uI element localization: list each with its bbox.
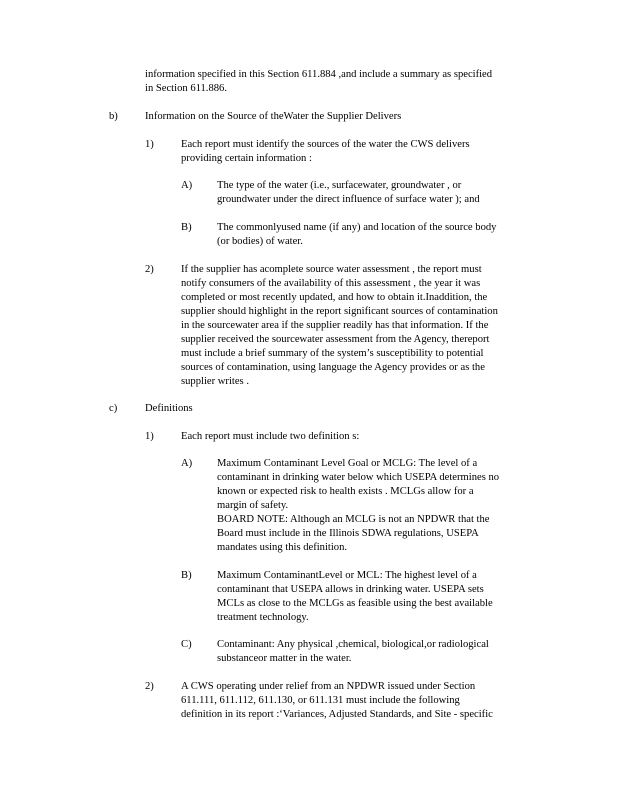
intro-line: information specified in this Section 611.884 ,and include a summary as specified <box>145 69 493 80</box>
paragraph-line: The type of the water (i.e., surfacewater, groundwater , or <box>217 180 462 191</box>
section-b-item1-B-label: B) <box>181 222 192 233</box>
section-c-title: Definitions <box>145 403 193 414</box>
paragraph-line: Maximum Contaminant Level Goal or MCLG: The level of a <box>217 458 478 469</box>
section-c-item1-B-label: B) <box>181 570 192 581</box>
section-b-item1-text <box>181 138 470 166</box>
paragraph-line: must include a brief summary of the system’s susceptibility to potential <box>181 348 484 359</box>
paragraph-line: 611.111, 611.112, 611.130, or 611.131 must include the following <box>181 695 460 706</box>
paragraph-line: definition in its report :‘Variances, Adjusted Standards, and Site - specific <box>181 709 493 720</box>
section-b-label: b) <box>109 111 118 122</box>
paragraph-line: substanceor matter in the water. <box>217 653 352 664</box>
section-b-item1-A-text <box>217 179 480 207</box>
section-c-item1-A-text <box>217 457 499 555</box>
paragraph-line: supplier received the sourcewater assessment from the Agency, thereport <box>181 334 490 345</box>
section-b-title: Information on the Source of theWater the Supplier Delivers <box>145 111 402 122</box>
section-c-item2-label: 2) <box>145 681 154 692</box>
section-c-label: c) <box>109 403 118 414</box>
paragraph-line: providing certain information : <box>181 153 312 164</box>
board-note-line: Board must include in the Illinois SDWA regulations, USEPA <box>217 528 479 539</box>
paragraph-line: Maximum ContaminantLevel or MCL: The highest level of a <box>217 570 477 581</box>
intro-paragraph <box>145 68 535 96</box>
paragraph-line: Contaminant: Any physical ,chemical, biological,or radiological <box>217 639 489 650</box>
paragraph-line: margin of safety. <box>217 500 289 511</box>
section-b-item1-label: 1) <box>145 139 154 150</box>
section-b-item2-text <box>181 263 498 389</box>
paragraph-line: supplier should highlight in the report significant sources of contamination <box>181 306 498 317</box>
section-c-item1-C-text <box>217 638 489 666</box>
board-note-line: mandates using this definition. <box>217 542 348 553</box>
paragraph-line: The commonlyused name (if any) and location of the source body <box>217 222 497 233</box>
paragraph-line: (or bodies) of water. <box>217 236 303 247</box>
section-c-item1-text: Each report must include two definition s: <box>181 431 360 442</box>
intro-line: in Section 611.886. <box>145 83 227 94</box>
paragraph-line: known or expected risk to health exists . MCLGs allow for a <box>217 486 474 497</box>
paragraph-line: MCLs as close to the MCLGs as feasible using the best available <box>217 598 493 609</box>
section-b-item2-label: 2) <box>145 264 154 275</box>
paragraph-line: groundwater under the direct influence of surface water ); and <box>217 194 480 205</box>
paragraph-line: If the supplier has acomplete source water assessment , the report must <box>181 264 482 275</box>
paragraph-line: A CWS operating under relief from an NPDWR issued under Section <box>181 681 476 692</box>
section-b-item1-A-label: A) <box>181 180 193 191</box>
paragraph-line: sources of contamination, using language the Agency provides or as the <box>181 362 485 373</box>
paragraph-line: Each report must identify the sources of the water the CWS delivers <box>181 139 470 150</box>
section-c-item1-B-text <box>217 569 493 625</box>
paragraph-line: contaminant in drinking water below which USEPA determines no <box>217 472 500 483</box>
paragraph-line: in the sourcewater area if the supplier readily has that information. If the <box>181 320 489 331</box>
paragraph-line: treatment technology. <box>217 612 309 623</box>
board-note-line: BOARD NOTE: Although an MCLG is not an NPDWR that the <box>217 514 490 525</box>
paragraph-line: completed or most recently updated, and how to obtain it.Inaddition, the <box>181 292 488 303</box>
section-c-item1-C-label: C) <box>181 639 192 650</box>
paragraph-line: notify consumers of the availability of this assessment , the year it was <box>181 278 481 289</box>
section-c-item1-A-label: A) <box>181 458 193 469</box>
paragraph-line: supplier writes . <box>181 376 249 387</box>
section-b-item1-B-text <box>217 221 496 249</box>
section-c-item2-text <box>181 680 493 722</box>
section-c-item1-label: 1) <box>145 431 154 442</box>
paragraph-line: contaminant that USEPA allows in drinking water. USEPA sets <box>217 584 484 595</box>
